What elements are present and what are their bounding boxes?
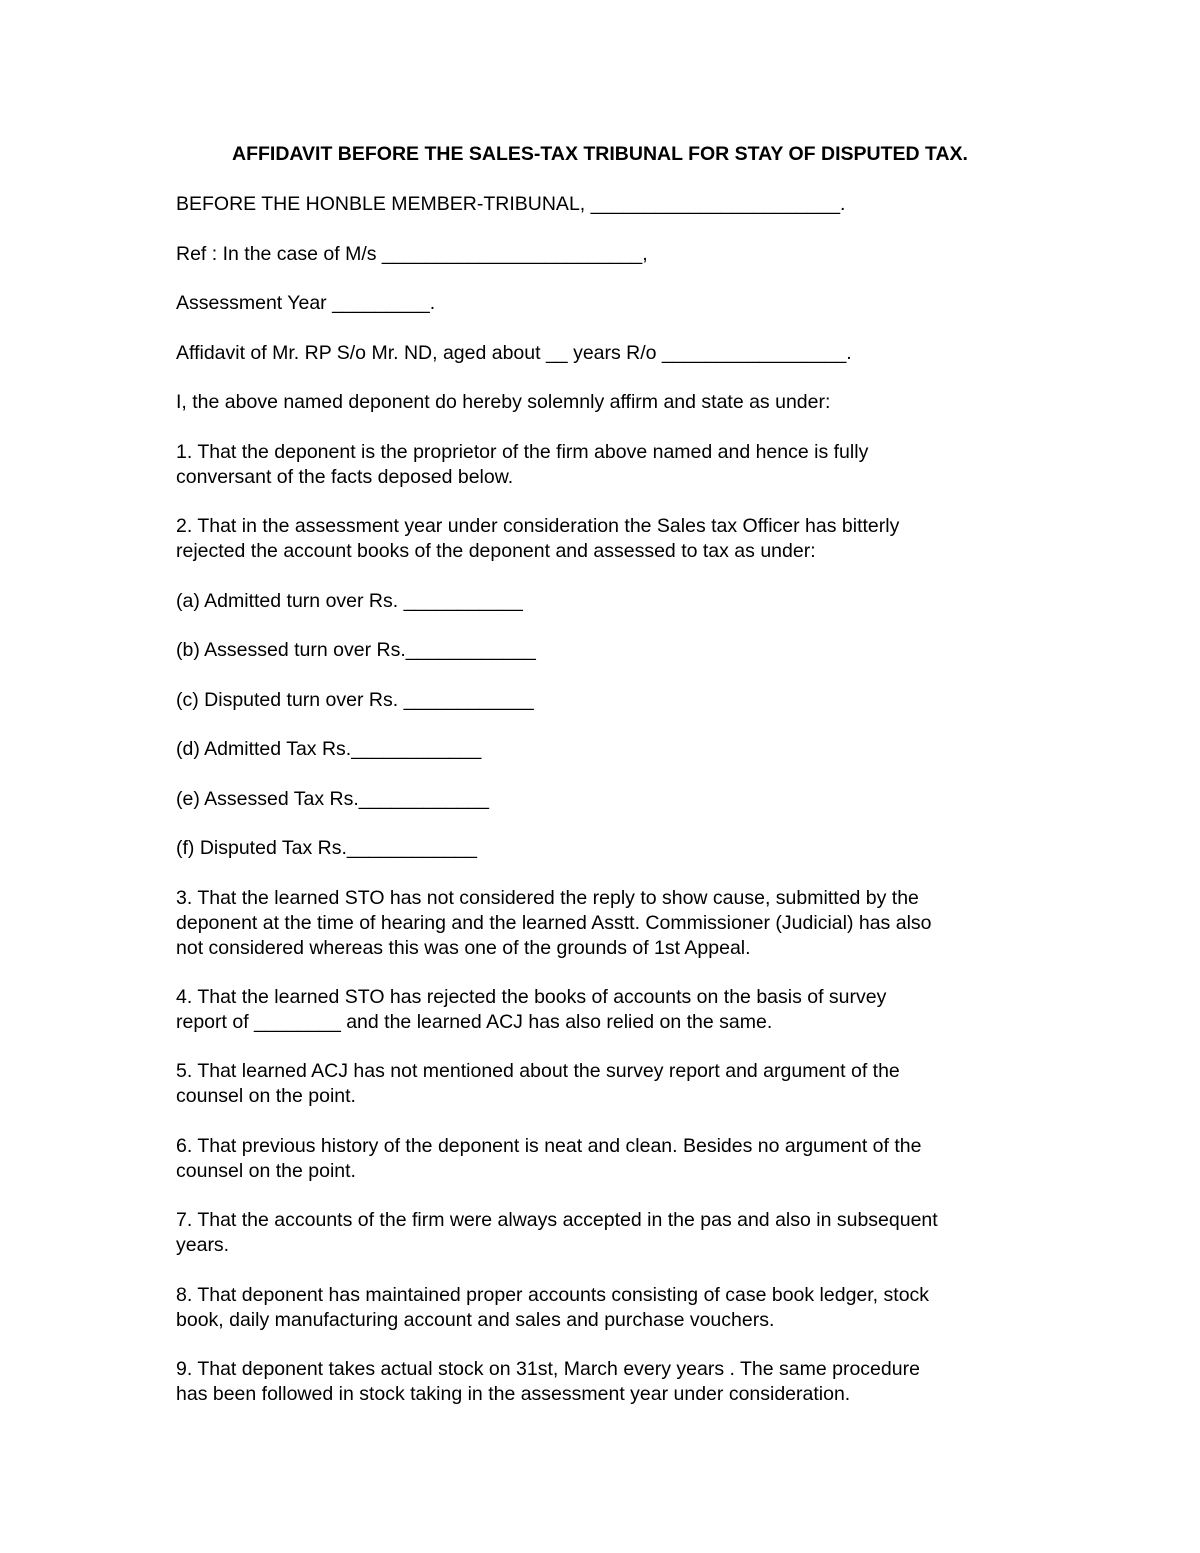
tribunal-line: BEFORE THE HONBLE MEMBER-TRIBUNAL, _______________________. (176, 193, 846, 215)
paragraph-7: 7. That the accounts of the firm were always accepted in the pas and also in subsequent years. (176, 1209, 938, 1256)
case-reference-line: Ref : In the case of M/s ________________________, (176, 243, 648, 265)
item-f-disputed-tax: (f) Disputed Tax Rs.____________ (176, 837, 478, 859)
paragraph-6: 6. That previous history of the deponent is neat and clean. Besides no argument of the counsel on the point. (176, 1135, 922, 1182)
paragraph-2: 2. That in the assessment year under consideration the Sales tax Officer has bitterly rejected the account books of the deponent and assessed to tax as under: (176, 515, 900, 562)
item-b-assessed-turnover: (b) Assessed turn over Rs.____________ (176, 639, 536, 661)
item-e-assessed-tax: (e) Assessed Tax Rs.____________ (176, 788, 489, 810)
item-a-admitted-turnover: (a) Admitted turn over Rs. ___________ (176, 590, 523, 612)
paragraph-1: 1. That the deponent is the proprietor of the firm above named and hence is fully conversant of the facts deposed below. (176, 441, 869, 488)
paragraph-3: 3. That the learned STO has not considered the reply to show cause, submitted by the deponent at the time of hearing and the learned Asstt. Commissioner (Judicial) has also not considered whereas this was one of the grounds of 1st Appeal. (176, 887, 932, 959)
assessment-year-line: Assessment Year _________. (176, 292, 436, 314)
paragraph-4: 4. That the learned STO has rejected the books of accounts on the basis of survey report of ________ and the learned ACJ has also relied on the same. (176, 986, 887, 1033)
item-d-admitted-tax: (d) Admitted Tax Rs.____________ (176, 738, 482, 760)
paragraph-5: 5. That learned ACJ has not mentioned about the survey report and argument of the counsel on the point. (176, 1060, 900, 1107)
affirmation-line: I, the above named deponent do hereby solemnly affirm and state as under: (176, 391, 831, 413)
affidavit-of-line: Affidavit of Mr. RP S/o Mr. ND, aged about __ years R/o _________________. (176, 342, 852, 364)
document-title: AFFIDAVIT BEFORE THE SALES-TAX TRIBUNAL FOR STAY OF DISPUTED TAX. (232, 143, 968, 165)
paragraph-8: 8. That deponent has maintained proper accounts consisting of case book ledger, stock book, daily manufacturing account and sales and purchase vouchers. (176, 1284, 930, 1331)
item-c-disputed-turnover: (c) Disputed turn over Rs. ____________ (176, 689, 534, 711)
paragraph-9: 9. That deponent takes actual stock on 31st, March every years . The same procedure has been followed in stock taking in the assessment year under consideration. (176, 1358, 920, 1405)
